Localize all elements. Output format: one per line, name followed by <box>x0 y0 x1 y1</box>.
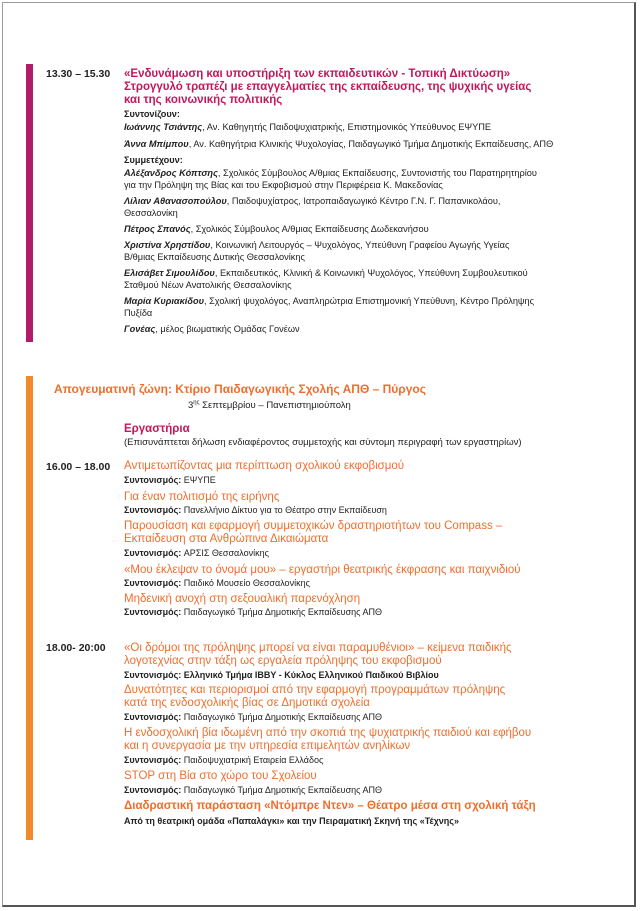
coordinators-label: Συντονίζουν: <box>124 109 180 119</box>
block2-item1-title-line2: λογοτεχνίας στην τάξη ως εργαλεία πρόληψης του εκφοβισμού <box>124 655 442 667</box>
session1-title-line1: «Ενδυνάμωση και υποστήριξη των εκπαιδευτικών - Τοπική Δικτύωση» <box>124 68 511 80</box>
block1-item5-title: Μηδενική ανοχή στη σεξουαλική παρενόχληση <box>124 593 361 605</box>
participant-7: Γονέας, μέλος βιωματικής Ομάδας Γονέων <box>124 324 300 334</box>
block1-item4-title: «Μου έκλεψαν το όνομά μου» – εργαστήρι θεατρικής έκφρασης και παιχνιδιού <box>124 564 521 576</box>
participant-2: Λίλιαν Αθανασοπούλου, Παιδοψυχίατρος, Ιατροπαιδαγωγικό Κέντρο Γ.Ν. Γ. Παπανικολάου, <box>124 196 501 206</box>
participant-2-line2: Θεσσαλονίκη <box>124 208 178 218</box>
block2-item1-coord: Συντονισμός: Ελληνικό Τμήμα IBBY - Κύκλος Ελληνικού Παιδικού Βιβλίου <box>124 670 439 680</box>
block1-time: 16.00 – 18.00 <box>46 461 111 473</box>
block2-item3-title-line2: και η συνεργασία με την υπηρεσία επιμελητών ανηλίκων <box>124 740 411 752</box>
block2-time: 18.00- 20:00 <box>46 642 106 654</box>
coordinator-1: Ιωάννης Τσιάντης, Αν. Καθηγητής Παιδοψυχιατρικής, Επιστημονικός Υπεύθυνος ΕΨΥΠΕ <box>124 122 491 132</box>
session1-title-line2: Στρογγυλό τραπέζι με επαγγελματίες της εκπαίδευσης, της ψυχικής υγείας <box>124 81 532 93</box>
block1-item3-title-line2: Εκπαίδευση στα Ανθρώπινα Δικαιώματα <box>124 533 329 545</box>
coordinator-2: Άννα Μπίμπου, Αν. Καθηγήτρια Κλινικής Ψυχολογίας, Παιδαγωγικό Τμήμα Δημοτικής Εκπαίδευσης, ΑΠΘ <box>124 139 554 149</box>
participant-6: Μαρία Κυριακίδου, Σχολική ψυχολόγος, Αναπληρώτρια Επιστημονική Υπεύθυνη, Κέντρο Πρόληψης <box>124 296 535 306</box>
block2-item2-title-line2: κατά της ενδοσχολικής βίας σε Δημοτικά σχολεία <box>124 697 370 709</box>
session1-title-line3: και της κοινωνικής πολιτικής <box>124 94 283 106</box>
block1-item2-coord: Συντονισμός: Πανελλήνιο Δίκτυο για το Θέατρο στην Εκπαίδευση <box>124 505 387 515</box>
participant-4-line2: Β/θμιας Εκπαίδευσης Δυτικής Θεσσαλονίκης <box>124 252 305 262</box>
block1-item5-coord: Συντονισμός: Παιδαγωγικό Τμήμα Δημοτικής Εκπαίδευσης ΑΠΘ <box>124 607 382 617</box>
block2-item4-coord: Συντονισμός: Παιδαγωγικό Τμήμα Δημοτικής Εκπαίδευσης ΑΠΘ <box>124 785 382 795</box>
participant-4: Χριστίνα Χρηστίδου, Κοινωνική Λειτουργός – Ψυχολόγος, Υπεύθυνη Γραφείου Αγωγής Υγείας <box>124 240 510 250</box>
block1-item4-coord: Συντονισμός: Παιδικό Μουσείο Θεσσαλονίκης <box>124 578 310 588</box>
participant-5-line2: Σταθμού Νέων Ανατολικής Θεσσαλονίκης <box>124 280 292 290</box>
block2-item1-title: «Οι δρόμοι της πρόληψης μπορεί να είναι παραμυθένιοι» – κείμενα παιδικής <box>124 642 512 654</box>
block2-item3-coord: Συντονισμός: Παιδοψυχιατρική Εταιρεία Ελλάδος <box>124 755 324 765</box>
participant-1-line2: για την Πρόληψη της Βίας και του Εκφοβισμού στην Περιφέρεια Κ. Μακεδονίας <box>124 180 443 190</box>
block1-item1-coord: Συντονισμός: ΕΨΥΠΕ <box>124 475 216 485</box>
block2-last-note: Από τη θεατρική ομάδα «Παπαλάγκι» και την Πειραματική Σκηνή της «Τέχνης» <box>124 816 459 826</box>
block1-item3-title: Παρουσίαση και εφαρμογή συμμετοχικών δραστηριοτήτων του Compass – <box>124 520 503 532</box>
participant-5: Ελισάβετ Σιμουλίδου, Εκπαιδευτικός, Κλινική & Κοινωνική Ψυχολόγος, Υπεύθυνη Συμβουλευτικού <box>124 268 528 278</box>
afternoon-side-bar <box>26 376 33 840</box>
participants-label: Συμμετέχουν: <box>124 155 183 165</box>
page-frame <box>2 2 636 907</box>
workshops-title: Εργαστήρια <box>124 423 190 435</box>
block2-item3-title: Η ενδοσχολική βία ιδωμένη από την σκοπιά της ψυχιατρικής παιδιού και εφήβου <box>124 727 532 739</box>
session1-time: 13.30 – 15.30 <box>46 68 111 80</box>
participant-1: Αλέξανδρος Κόπτσης, Σχολικός Σύμβουλος Α/θμιας Εκπαίδευσης, Συντονιστής του Παρατηρητηρίου <box>124 168 537 178</box>
participant-3: Πέτρος Σπανός, Σχολικός Σύμβουλος Α/θμιας Εκπαίδευσης Δωδεκανήσου <box>124 224 429 234</box>
block2-item2-title: Δυνατότητες και περιορισμοί από την εφαρμογή προγραμμάτων πρόληψης <box>124 684 506 696</box>
block1-item2-title: Για έναν πολιτισμό της ειρήνης <box>124 491 280 503</box>
block2-last-title: Διαδραστική παράσταση «Ντόμπρε Ντεν» – Θέατρο μέσα στη σχολική τάξη <box>124 800 536 812</box>
afternoon-address: $3^{\eta\varsigma}$ Σεπτεμβρίου – Πανεπιστημιούπολη <box>188 400 351 412</box>
session1-side-bar <box>26 64 33 342</box>
participant-6-line2: Πυξίδα <box>124 308 153 318</box>
block2-item4-title: STOP στη Βία στο χώρο του Σχολείου <box>124 770 317 782</box>
block1-item1-title: Αντιμετωπίζοντας μια περίπτωση σχολικού εκφοβισμού <box>124 460 405 472</box>
afternoon-zone-title: Απογευματινή ζώνη: Κτίριο Παιδαγωγικής Σχολής ΑΠΘ – Πύργος <box>54 382 426 396</box>
workshops-note: (Επισυνάπτεται δήλωση ενδιαφέροντος συμμετοχής και σύντομη περιγραφή των εργαστηρίων) <box>124 437 522 448</box>
block2-item2-coord: Συντονισμός: Παιδαγωγικό Τμήμα Δημοτικής Εκπαίδευσης ΑΠΘ <box>124 712 382 722</box>
block1-item3-coord: Συντονισμός: ΑΡΣΙΣ Θεσσαλονίκης <box>124 548 269 558</box>
